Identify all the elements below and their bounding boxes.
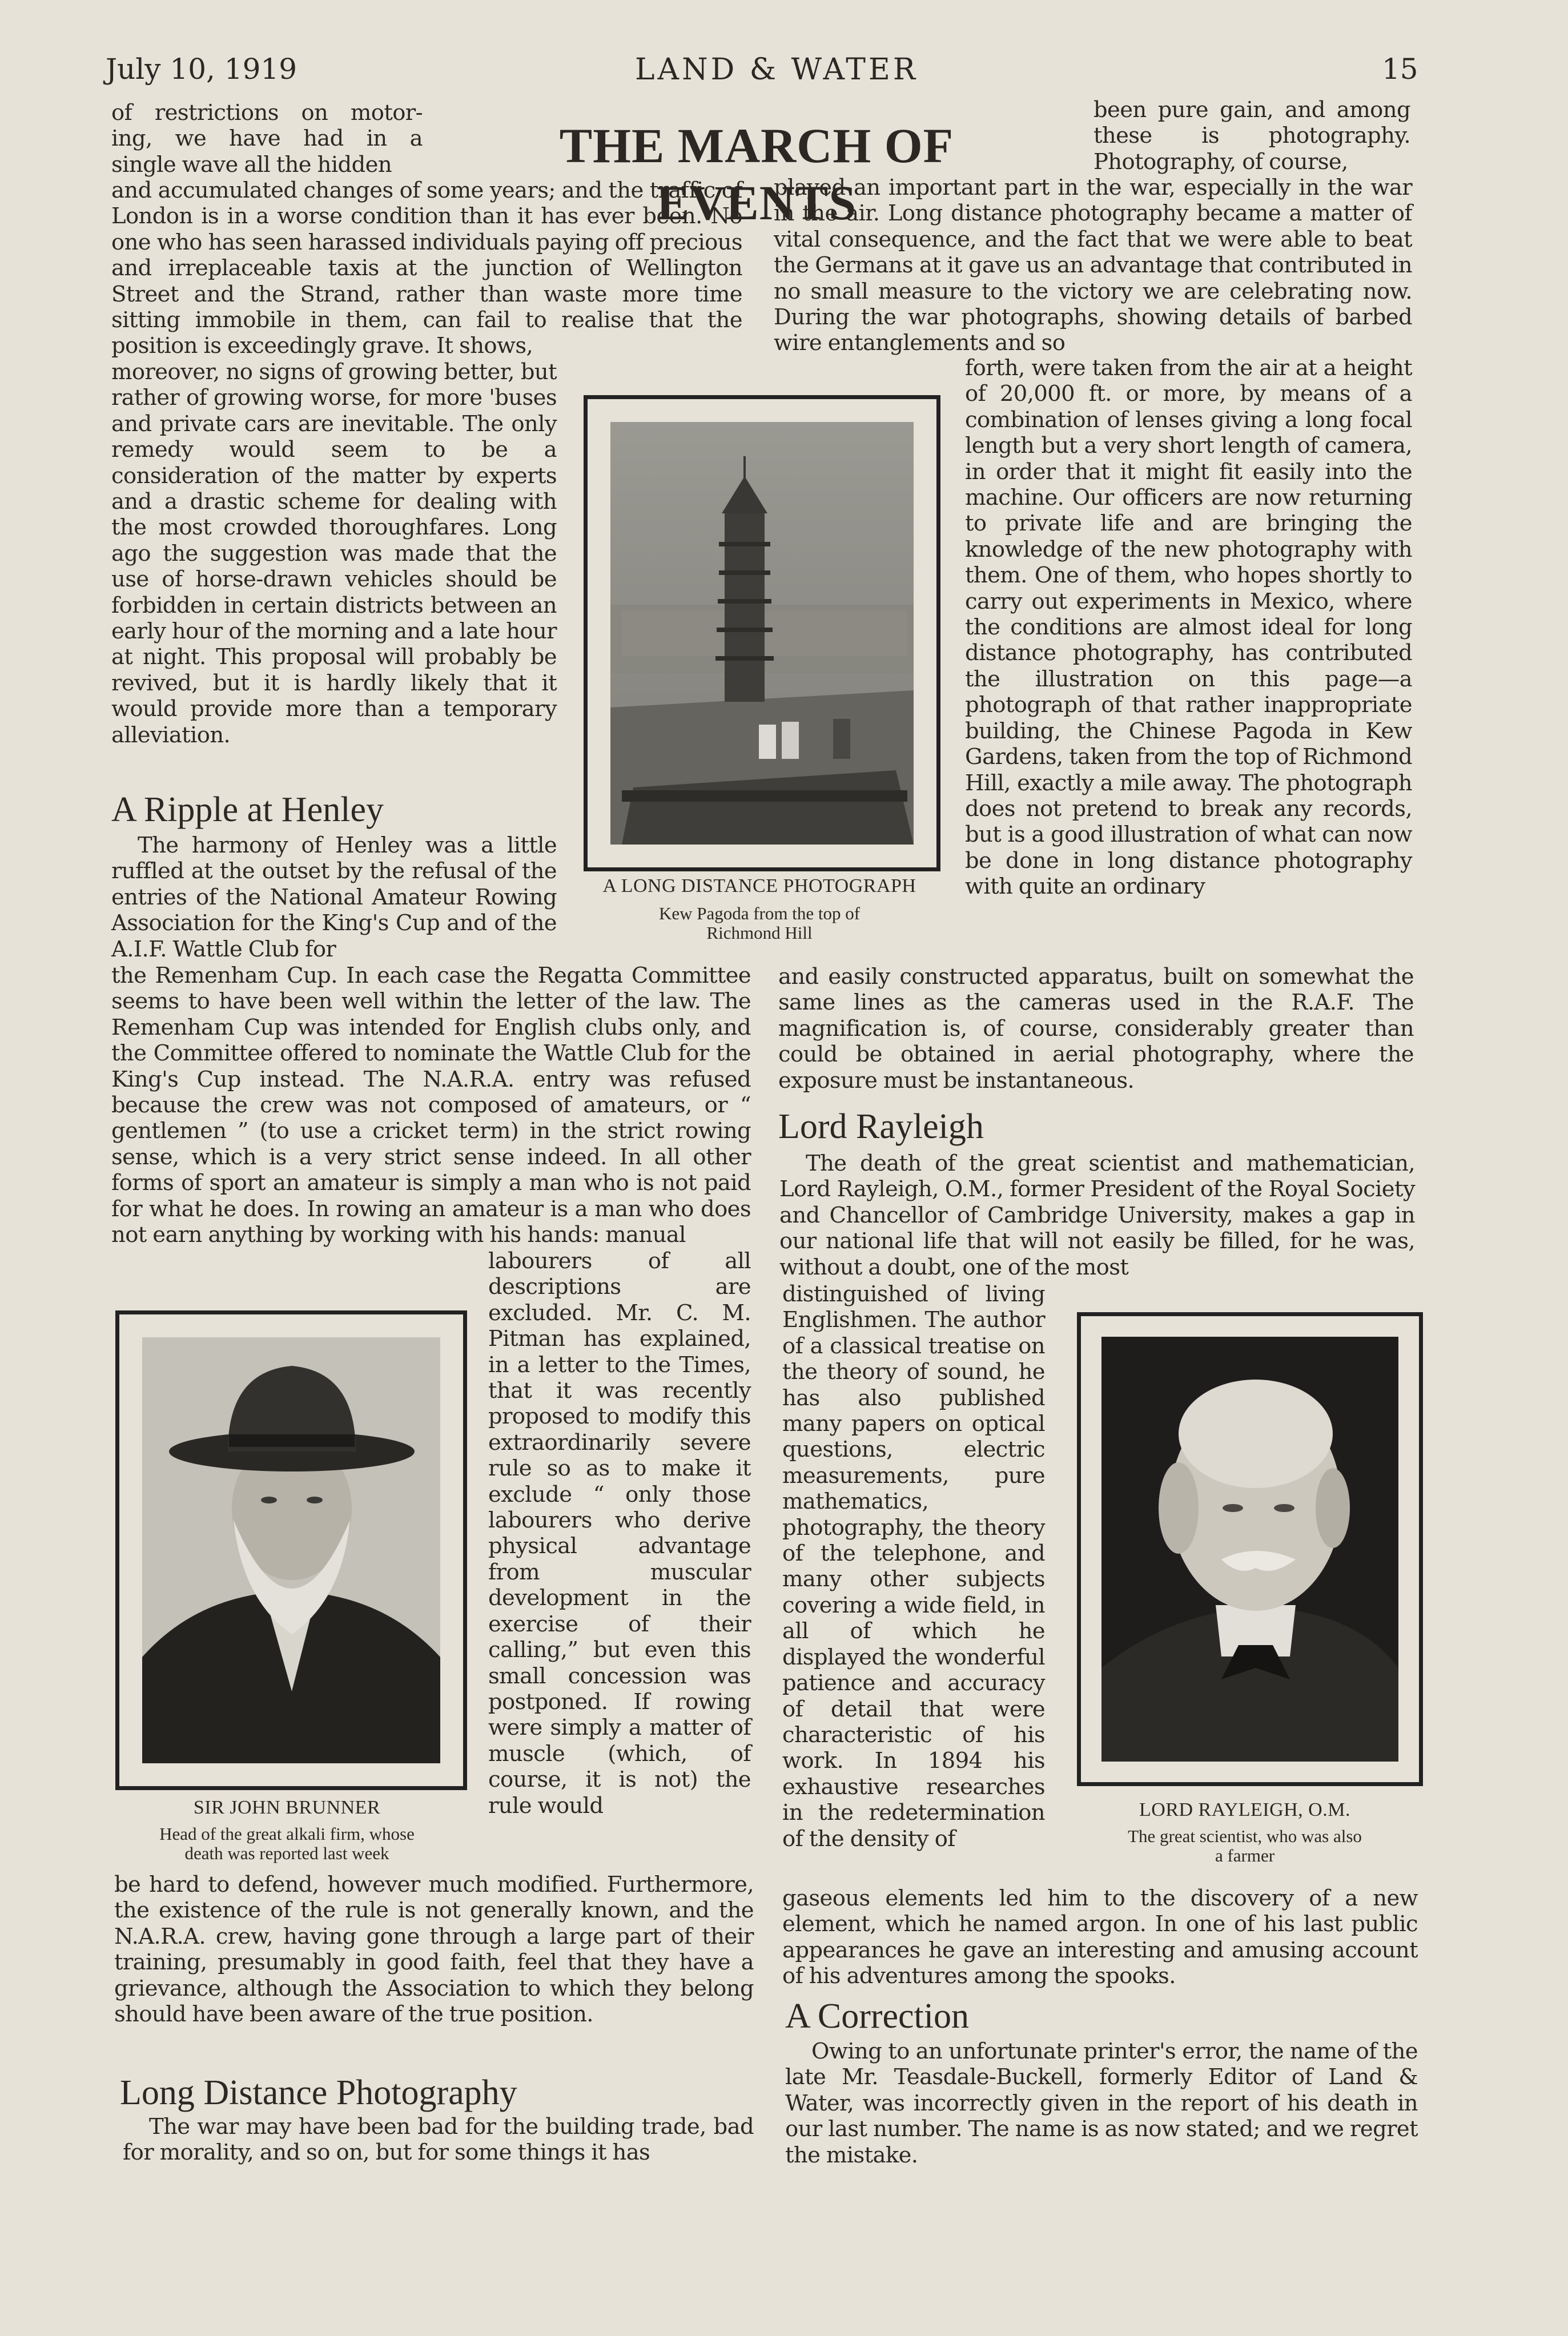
correction-text: Owing to an unfortunate printer's error, the name of the late Mr. Teasdale-Buckell, formerly Editor of Land & Water, was incorrectly given in the report of his death in our last number. The name is as now stated; and we regret the mistake. (785, 2039, 1418, 2168)
brunner-photo (142, 1337, 440, 1763)
intro-line: single wave all the hidden (111, 151, 392, 178)
issue-date: July 10, 1919 (106, 53, 297, 86)
brunner-photo-frame (115, 1310, 467, 1790)
henley-paragraph-end (114, 1872, 754, 2027)
col2-paragraph-narrow (965, 355, 1412, 900)
henley-side-text: labourers of all descriptions are excluded. Mr. C. M. Pitman has explained, in a letter to the Times, that it was recently proposed to modify this extraordinarily severe rule so as to make it exclude “ only those labourers who derive physical advantage from muscular development in the exercise of their calling,” but even this small concession was postponed. If rowing were simply a matter of muscle (which, of course, it is not) the rule would (488, 1248, 751, 1819)
intro-line: of restrictions on motor- (111, 100, 423, 126)
brunner-caption-title: SIR JOHN BRUNNER (193, 1797, 381, 1818)
pagoda-caption-line2: Richmond Hill (706, 923, 813, 943)
henley-heading: A Ripple at Henley (111, 790, 384, 829)
rayleigh-end-text: gaseous elements led him to the discovery of a new element, which he named argon. In one of his last public appearances he gave an interesting and amusing account of his adventures among the spooks. (782, 1885, 1418, 1989)
rayleigh-side-column (782, 1281, 1045, 1852)
henley-paragraph (111, 833, 557, 962)
henley-end-text: be hard to defend, however much modified. Furthermore, the existence of the rule is not generally known, and the N.A.R.A. crew, having gone through a large part of their training, presumably in good faith, feel that they have a grievance, although the Association to which they belong should have been aware of the true position. (114, 1872, 754, 2028)
pagoda-photo-frame (584, 395, 940, 871)
henley-paragraph-continued (111, 963, 751, 1248)
rayleigh-photo-frame (1077, 1312, 1423, 1786)
intro-line: ing, we have had in a (111, 126, 423, 152)
page-number: 15 (1382, 53, 1418, 86)
col2-paragraph (774, 175, 1412, 356)
long-distance-text: The war may have been bad for the building trade, bad for morality, and so on, but for some things it has (123, 2114, 754, 2166)
henley-text: The harmony of Henley was a little ruffled at the outset by the refusal of the entries of the National Amateur Rowing Association for the King's Cup and of the A.I.F. Wattle Club for (111, 833, 557, 962)
col2-end-text: and easily constructed apparatus, built on somewhat the same lines as the cameras used in the R.A.F. The magnification is, of course, considerably greater than could be obtained in aerial photography, where the exposure must be instantaneous. (778, 964, 1414, 1093)
col2-paragraph-end (778, 964, 1414, 1093)
publication-name: LAND & WATER (635, 53, 918, 87)
henley-side-column (488, 1248, 751, 1819)
traffic-text-continued: moreover, no signs of growing better, but rather of growing worse, for more 'buses and private cars are inevitable. The only remedy would seem to be a consideration of the matter by experts and a drastic scheme for dealing with the most crowded thoroughfares. Long ago the suggestion was made that the use of horse-drawn vehicles should be forbidden in certain districts between an early hour of the morning and a late hour at night. This proposal will probably be revived, but it is hardly likely that it would provide more than a temporary alleviation. (111, 359, 557, 748)
rayleigh-paragraph (779, 1151, 1415, 1280)
long-distance-paragraph (123, 2114, 754, 2166)
rayleigh-photo (1101, 1337, 1398, 1762)
col2-top-text: been pure gain, and among these is photography. Photography, of course, (1093, 97, 1410, 175)
col2-text: played an important part in the war, especially in the war in the air. Long distance photography became a matter of vital consequence, and the fact that we were able to beat the Germans at it gave us an advantage that contributed in no small measure to the victory we are celebrating now. During the war photographs, showing details of barbed wire entanglements and so (774, 175, 1412, 356)
intro-lines (111, 100, 423, 178)
pagoda-caption-title: A LONG DISTANCE PHOTOGRAPH (602, 875, 916, 896)
brunner-caption-line1: Head of the great alkali firm, whose (159, 1824, 415, 1844)
rayleigh-side-text: distinguished of living Englishmen. The author of a classical treatise on the theory of sound, he has also published many papers on optical questions, electric measurements, pure mathematics, photography, the theory of the telephone, and many other subjects covering a wide field, in all of which he displayed the wonderful patience and accuracy of detail that were characteristic of his work. In 1894 his exhaustive researches in the redetermination of the density of (782, 1281, 1045, 1852)
pagoda-caption-line1: Kew Pagoda from the top of (658, 903, 861, 923)
rayleigh-caption-title: LORD RAYLEIGH, O.M. (1139, 1799, 1350, 1820)
page-headline: THE MARCH OF EVENTS (559, 118, 954, 230)
henley-text-continued: the Remenham Cup. In each case the Regatta Committee seems to have been well within the letter of the law. The Remenham Cup was intended for English clubs only, and the Committee offered to nominate the Wattle Club for the King's Cup instead. The N.A.R.A. entry was refused because the crew was not composed of amateurs, or “ gentlemen ” (to use a cricket term) in the strict rowing sense, which is a very strict sense indeed. In all other forms of sport an amateur is simply a man who is not paid for what he does. In rowing an amateur is a man who does not earn anything by working with his hands: manual (111, 963, 751, 1248)
rayleigh-paragraph-end (782, 1885, 1418, 1989)
rayleigh-heading: Lord Rayleigh (778, 1107, 984, 1146)
pagoda-photo (610, 422, 914, 845)
correction-heading: A Correction (785, 1997, 969, 2036)
col2-narrow-text: forth, were taken from the air at a height of 20,000 ft. or more, by means of a combination of lenses giving a long focal length but a very short length of camera, in order that it might fit easily into the machine. Our officers are now returning to private life and are bringing the knowledge of the new photography with them. One of them, who hopes shortly to carry out experiments in Mexico, where the conditions are almost ideal for long distance photography, has contributed the illustration on this page—a photograph of that rather inappropriate building, the Chinese Pagoda in Kew Gardens, taken from the top of Richmond Hill, exactly a mile away. The photograph does not pretend to break any records, but is a good illustration of what can now be done in long distance photography with quite an ordinary (965, 355, 1412, 900)
rayleigh-caption-line1: The great scientist, who was also (1128, 1826, 1362, 1846)
traffic-paragraph (111, 178, 742, 359)
traffic-text: and accumulated changes of some years; and the traffic of London is in a worse condition than it has ever been. No one who has seen harassed individuals paying off precious and irreplaceable taxis at the junction of Wellington Street and the Strand, rather than waste more time sitting immobile in them, can fail to realise that the position is exceedingly grave. It shows, (111, 178, 742, 359)
traffic-paragraph-continued (111, 359, 557, 748)
brunner-caption-line2: death was reported last week (184, 1843, 389, 1863)
long-distance-heading: Long Distance Photography (120, 2073, 517, 2112)
col2-top (1093, 97, 1410, 175)
rayleigh-caption-line2: a farmer (1215, 1846, 1275, 1865)
rayleigh-text: The death of the great scientist and mathematician, Lord Rayleigh, O.M., former President of the Royal Society and Chancellor of Cambridge University, makes a gap in our national life that will not easily be filled, for he was, without a doubt, one of the most (779, 1151, 1415, 1280)
correction-paragraph (785, 2039, 1418, 2168)
